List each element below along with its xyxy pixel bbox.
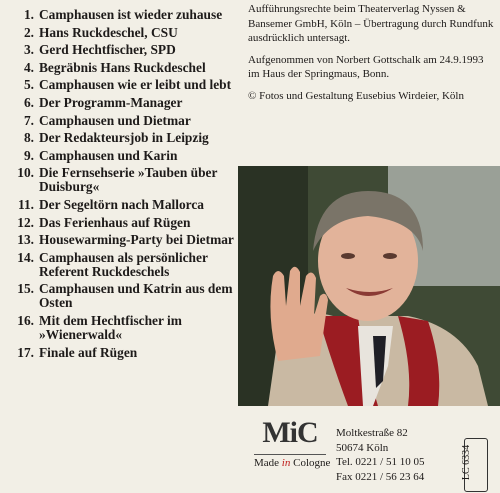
recording-info-text: Aufgenommen von Norbert Gottschalk am 24.9.1993 im Haus der Springmaus, Bonn. xyxy=(248,53,484,80)
track-number: 1. xyxy=(23,7,34,22)
track-item xyxy=(8,114,240,128)
track-item xyxy=(8,251,240,279)
city-text: 50674 Köln xyxy=(336,441,389,454)
made-in-cologne-tagline xyxy=(254,454,331,469)
track-number: 6. xyxy=(23,94,34,110)
photo-credit-text: © Fotos und Gestaltung Eusebius Wirdeier, Köln xyxy=(248,89,464,102)
track-title: Hans Ruckdeschel, CSU xyxy=(39,24,178,40)
label-code-box xyxy=(461,438,488,492)
track-number: 4. xyxy=(23,59,34,75)
track-number: 7. xyxy=(23,112,34,128)
track-title: Camphausen und Dietmar xyxy=(39,112,191,128)
track-title: Die Fernsehserie »Tauben über Duisburg« xyxy=(39,165,218,195)
track-title: Camphausen ist wieder zuhause xyxy=(39,7,223,22)
street-text: Moltkestraße 82 xyxy=(336,427,408,439)
track-number: 16. xyxy=(17,312,34,328)
track-title: Der Programm-Manager xyxy=(39,94,183,110)
fax-text: Fax 0221 / 56 23 64 xyxy=(336,470,425,483)
performer-photo xyxy=(238,166,500,406)
track-item xyxy=(8,166,240,194)
track-item xyxy=(8,43,240,57)
track-item xyxy=(8,96,240,110)
track-item xyxy=(8,26,240,40)
track-title: Mit dem Hechtfischer im »Wienerwald« xyxy=(39,312,182,342)
track-item xyxy=(8,8,240,22)
track-item xyxy=(8,131,240,145)
track-list xyxy=(8,8,240,363)
track-item xyxy=(8,346,240,360)
track-item xyxy=(8,198,240,212)
track-title: Der Redakteursjob in Leipzig xyxy=(39,130,209,146)
track-number: 9. xyxy=(23,147,34,163)
track-title: Der Segeltörn nach Mallorca xyxy=(39,196,204,212)
track-title: Finale auf Rügen xyxy=(39,344,138,360)
track-number: 12. xyxy=(17,214,34,230)
track-item xyxy=(8,314,240,342)
track-item xyxy=(8,78,240,92)
track-number: 13. xyxy=(17,232,34,248)
track-number: 5. xyxy=(23,77,34,93)
track-title: Camphausen als persönlicher Referent Ruckdeschels xyxy=(39,249,208,279)
track-title: Camphausen und Karin xyxy=(39,147,178,163)
track-title: Camphausen wie er leibt und lebt xyxy=(39,77,232,93)
phone-text: Tel. 0221 / 51 10 05 xyxy=(336,456,425,468)
track-item xyxy=(8,233,240,247)
cologne-word: Cologne xyxy=(293,457,331,469)
track-title: Camphausen und Katrin aus dem Osten xyxy=(39,281,233,311)
track-item xyxy=(8,61,240,75)
performance-rights-text: Aufführungsrechte beim Theaterverlag Nyssen & Bansemer GmbH, Köln – Übertragung durch Rundfunk ausdrücklich untersagt. xyxy=(248,3,494,44)
track-number: 14. xyxy=(17,249,34,265)
track-title: Gerd Hechtfischer, SPD xyxy=(39,42,176,58)
label-address xyxy=(336,426,466,484)
mic-wordmark: MiC xyxy=(262,416,318,449)
track-title: Housewarming-Party bei Dietmar xyxy=(39,232,234,248)
track-title: Begräbnis Hans Ruckdeschel xyxy=(39,59,206,75)
track-item xyxy=(8,216,240,230)
track-number: 17. xyxy=(17,344,34,360)
made-word: Made xyxy=(254,457,280,469)
track-number: 3. xyxy=(23,42,34,58)
track-number: 8. xyxy=(23,130,34,146)
track-number: 15. xyxy=(17,281,34,297)
track-item xyxy=(8,149,240,163)
mic-logo xyxy=(254,416,331,480)
track-number: 10. xyxy=(17,165,34,181)
track-number: 11. xyxy=(18,196,34,212)
track-title: Das Ferienhaus auf Rügen xyxy=(39,214,191,230)
copyright-notice xyxy=(248,2,496,110)
track-item xyxy=(8,282,240,310)
in-word: in xyxy=(281,457,291,469)
track-number: 2. xyxy=(23,24,34,40)
label-code-text: LC 6334 xyxy=(461,444,473,481)
